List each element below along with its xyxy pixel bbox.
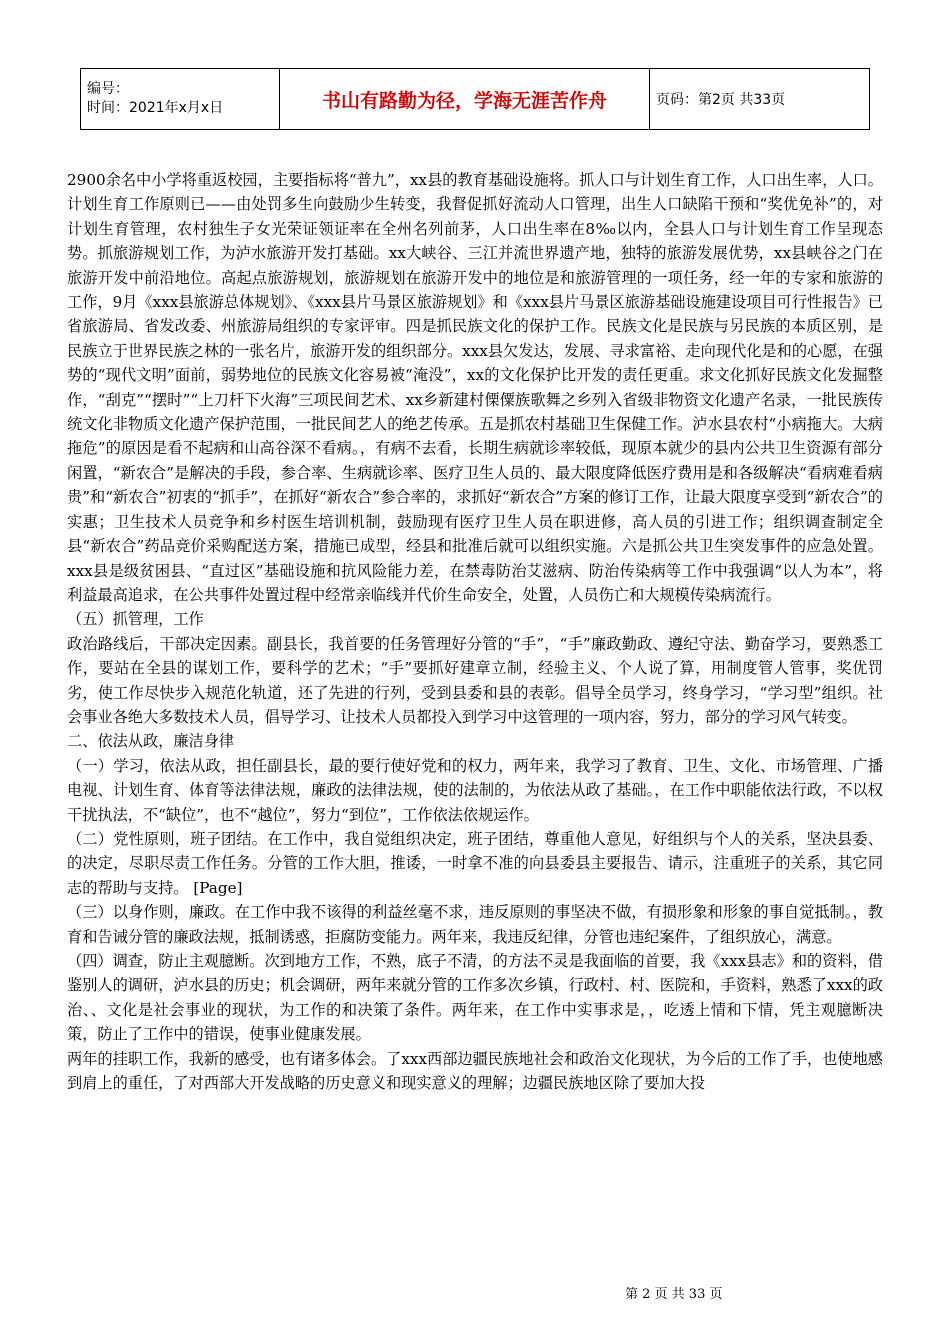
header-meta (81, 69, 280, 130)
body-paragraph: 2900余名中小学将重返校园，主要指标将“普九”，xx县的教育基础设施将。抓人口与计划生育工作，人口出生率，人口。计划生育工作原则已——由处罚多生向鼓励少生转变，我督促抓好流动人口管理，出生人口缺陷干预和“奖优免补”的，对计划生育管理，农村独生子女光荣证领证率在全州名列前茅，人口出生率在8‰以内，全县人口与计划生育工作呈现态势。抓旅游规划工作，为泸水旅游开发打基础。xx大峡谷、三江并流世界遗产地，独特的旅游发展优势，xx县峡谷之门在旅游开发中前沿地位。高起点旅游规划，旅游规划在旅游开发中的地位是和旅游管理的一项任务，经一年的专家和旅游的工作，9月《xxx县旅游总体规划》、《xxx县片马景区旅游规划》和《xxx县片马景区旅游基础设施建设项目可行性报告》已省旅游局、省发改委、州旅游局组织的专家评审。四是抓民族文化的保护工作。民族文化是民族与另民族的本质区别，是民族立于世界民族之林的一张名片，旅游开发的组织部分。xxx县欠发达，发展、寻求富裕、走向现代化是和的心愿，在强势的“现代文明”面前，弱势地位的民族文化容易被“淹没”，xx的文化保护比开发的责任更重。求文化抓好民族文化发掘整作，“刮克”“摆时”“上刀杆下火海”三项民间艺术、xx乡新建村傈僳族歌舞之乡列入省级非物资文化遗产名录，一批民族传统文化非物质文化遗产保护范围，一批民间艺人的绝艺传承。五是抓农村基础卫生保健工作。泸水县农村“小病拖大。大病拖危”的原因是看不起病和山高谷深不看病。，有病不去看，长期生病就诊率较低，现原本就少的县内公共卫生资源有部分闲置，“新农合”是解决的手段，参合率、生病就诊率、医疗卫生人员的、最大限度降低医疗费用是和各级解决“看病难看病贵”和“新农合”初衷的“抓手”，在抓好“新农合”参合率的，求抓好“新农合”方案的修订工作，让最大限度享受到“新农合”的实惠；卫生技术人员竞争和乡村医生培训机制，鼓励现有医疗卫生人员在职进修，高人员的引进工作；组织调查制定全县“新农合”药品竞价采购配送方案，措施已成型，经县和批准后就可以组织实施。六是抓公共卫生突发事件的应急处置。xxx县是级贫困县、“直过区”基础设施和抗风险能力差，在禁毒防治艾滋病、防治传染病等工作中我强调“以人为本”，将利益最高追求，在公共事件处置过程中经常亲临线并代价生命安全，处置，人员伤亡和大规模传染病流行。 (67, 171, 883, 604)
body-paragraph: （二）党性原则，班子团结。在工作中，我自觉组织决定，班子团结，尊重他人意见，好组织与个人的关系，坚决县委、的决定，尽职尽责工作任务。分管的工作大胆，推诿，一时拿不准的向县委县主要报告、请示，注重班子的关系，其它同志的帮助与支持。 [Page] (67, 829, 883, 897)
section-heading: 二、依法从政，廉洁身律 (67, 732, 235, 751)
page-header (80, 68, 870, 130)
header-motto: 书山有路勤为径，学海无涯苦作舟 (280, 69, 650, 130)
document-number-label: 编号： (87, 81, 129, 97)
body-paragraph: （四）调查，防止主观臆断。次到地方工作，不熟，底子不清，的方法不灵是我面临的首要，我《xxx县志》和的资料，借鉴别人的调研，泸水县的历史；机会调研，两年来就分管的工作多次乡镇，行政村、村、医院和，手资料，熟悉了xxx的政治、、文化是社会事业的现状，为工作的和决策了条件。两年来，在工作中实事求是，，吃透上情和下情，凭主观臆断决策，防止了工作中的错误，使事业健康发展。 (67, 952, 883, 1044)
body-paragraph: （三）以身作则，廉政。在工作中我不该得的利益丝毫不求，违反原则的事坚决不做，有损形象和形象的事自觉抵制。，教育和告诫分管的廉政法规，抵制诱惑，拒腐防变能力。两年来，我违反纪律，分管也违纪案件，了组织放心，满意。 (67, 903, 883, 946)
header-page-number: 页码：第2页 共33页 (650, 69, 870, 130)
document-body (67, 168, 883, 1095)
body-paragraph: 两年的挂职工作，我新的感受，也有诸多体会。了xxx西部边疆民族地社会和政治文化现状，为今后的工作了手，也使地感到肩上的重任，了对西部大开发战略的历史意义和现实意义的理解；边疆民族地区除了要加大投 (67, 1049, 883, 1093)
body-paragraph: （一）学习，依法从政，担任副县长，最的要行使好党和的权力，两年来，我学习了教育、卫生、文化、市场管理、广播电视、计划生育、体育等法律法规，廉政的法律法规，使的法制的，为依法从政了基础。，在工作中职能依法行政，不以权干扰执法，不“缺位”，也不“越位”，努力“到位”，工作依法依规运作。 (67, 756, 883, 824)
section-heading: （五）抓管理，工作 (67, 610, 204, 629)
document-date-label: 时间：2021年x月x日 (87, 100, 224, 116)
body-paragraph: 政治路线后，干部决定因素。副县长，我首要的任务管理好分管的“手”，“手”廉政勤政、遵纪守法、勤奋学习，要熟悉工作，要站在全县的谋划工作，要科学的艺术；“手”要抓好建章立制，经验主义、个人说了算，用制度管人管事，奖优罚劣，使工作尽快步入规范化轨道，还了先进的行列，受到县委和县的表彰。倡导全员学习，终身学习，“学习型”组织。社会事业各绝大多数技术人员，倡导学习、让技术人员都投入到学习中这管理的一项内容，努力，部分的学习风气转变。 (67, 634, 883, 726)
page-footer: 第 2 页 共 33 页 (625, 1287, 723, 1302)
